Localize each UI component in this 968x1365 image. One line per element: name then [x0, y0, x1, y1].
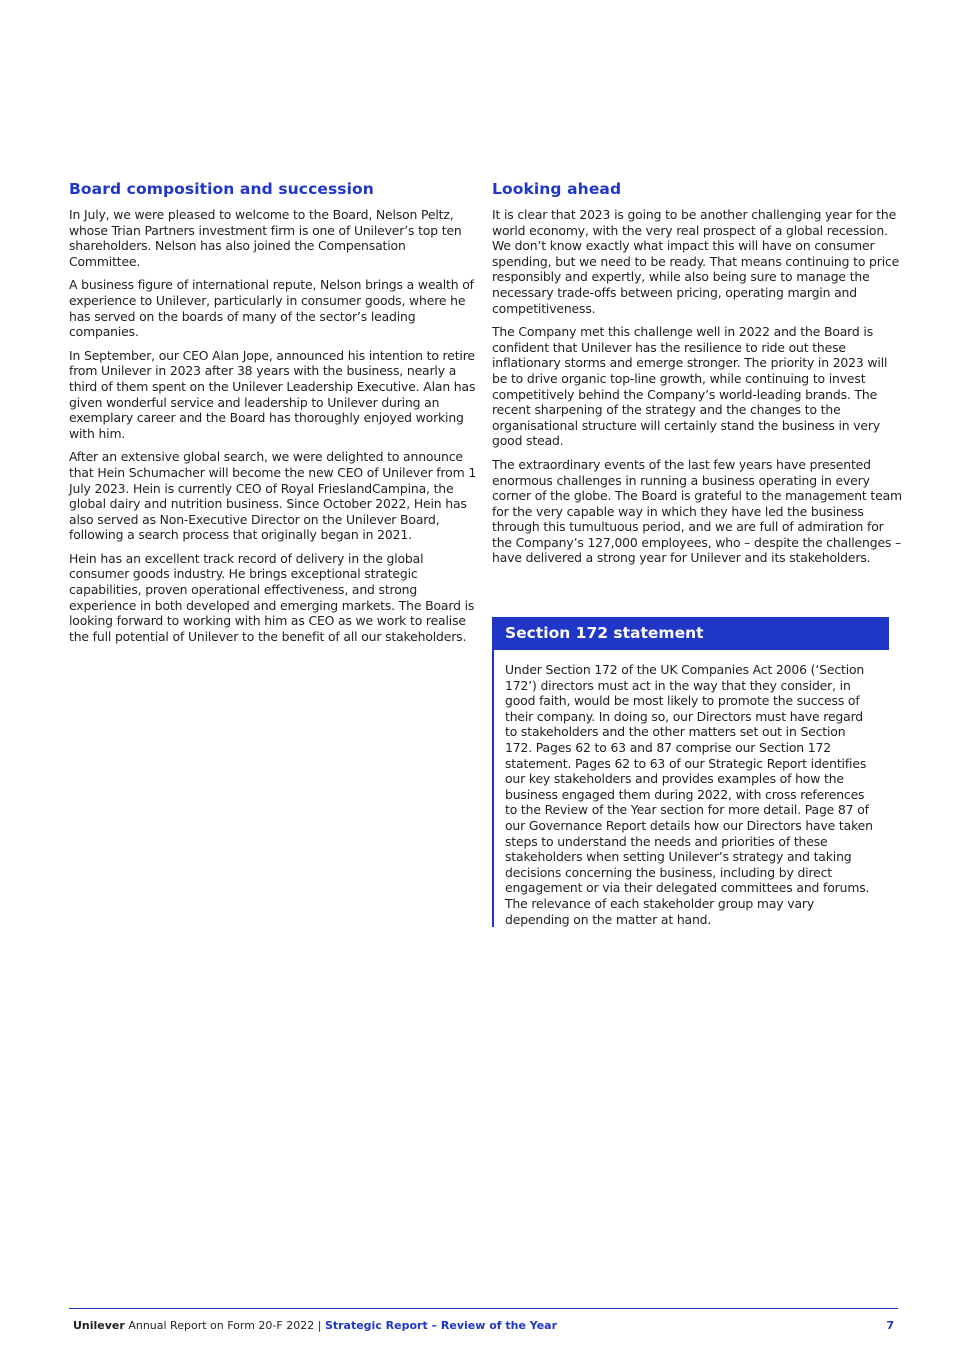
right-paragraph: The extraordinary events of the last few years have presented enormous challenges in running a business operating in every corner of the globe. The Board is grateful to the management team for the very capable way in which they have led the business through this tumultuous period, and we are full of admiration for the Company’s 127,000 employees, who – despite the challenges – have delivered a strong year for Unilever and its stakeholders.	[492, 456, 902, 566]
footer-doc-title: Annual Report on Form 20-F 2022	[128, 1319, 315, 1332]
right-paragraph: It is clear that 2023 is going to be another challenging year for the world economy, with the very real prospect of a global recession. We don’t know exactly what impact this will have on consumer spending, but we need to be ready. That means continuing to price responsibly and expertly, while also being sure to manage the necessary trade-offs between pricing, operating margin and competitiveness.	[492, 207, 900, 316]
looking-ahead-heading: Looking ahead	[492, 180, 622, 198]
right-column	[492, 180, 902, 574]
left-paragraph: After an extensive global search, we were delighted to announce that Hein Schumacher will become the new CEO of Unilever from 1 July 2023. Hein is currently CEO of Royal FrieslandCampina, the global dairy and nutrition business. Since October 2022, Hein has also served as Non-Executive Director on the Unilever Board, following a search process that originally began in 2021.	[69, 449, 477, 543]
right-paragraph: The Company met this challenge well in 2022 and the Board is confident that Unilever has the resilience to ride out these inflationary storms and emerge stronger. The priority in 2023 will be to drive organic top-line growth, while continuing to invest competitively behind the Company’s world-leading brands. The recent sharpening of the strategy and the changes to the organisational structure will certainly stand the business in very good stead.	[492, 324, 888, 449]
left-paragraph: A business figure of international repute, Nelson brings a wealth of experience to Unilever, particularly in consumer goods, where he has served on the boards of many of the sector’s leading companies.	[69, 277, 474, 340]
left-paragraph: In July, we were pleased to welcome to the Board, Nelson Peltz, whose Trian Partners investment firm is one of Unilever’s top ten shareholders. Nelson has also joined the Compensation Committee.	[69, 207, 462, 269]
footer-divider	[69, 1308, 898, 1309]
left-column	[69, 180, 479, 652]
section-172-body	[492, 650, 889, 927]
section-172-heading: Section 172 statement	[492, 617, 889, 650]
footer-brand: Unilever	[73, 1319, 125, 1332]
footer-section-link[interactable]: Strategic Report – Review of the Year	[324, 1319, 558, 1332]
left-paragraph: Hein has an excellent track record of delivery in the global consumer goods industry. He brings exceptional strategic capabilities, proven operational effectiveness, and strong experience in both developed and emerging markets. The Board is looking forward to working with him as CEO as we work to realise the full potential of Unilever to the benefit of all our stakeholders.	[69, 550, 475, 644]
left-paragraph: In September, our CEO Alan Jope, announced his intention to retire from Unilever in 2023 after 38 years with the business, nearly a third of them spent on the Unilever Leadership Executive. Alan has given wonderful service and leadership to Unilever during an exemplary career and the Board has thoroughly enjoyed working with him.	[69, 347, 476, 441]
section-172-text: Under Section 172 of the UK Companies Act 2006 (‘Section 172’) directors must act in the way that they consider, in good faith, would be most likely to promote the success of their company. In doing so, our Directors must have regard to stakeholders and the other matters set out in Section 172. Pages 62 to 63 and 87 comprise our Section 172 statement. Pages 62 to 63 of our Strategic Report identifies our key stakeholders and provides examples of how the business engaged them during 2022, with cross references to the Review of the Year section for more detail. Page 87 of our Governance Report details how our Directors have taken steps to understand the needs and priorities of these stakeholders when setting Unilever’s strategy and taking decisions concerning the business, including by direct engagement or via their delegated committees and forums. The relevance of each stakeholder group may vary depending on the matter at hand.	[505, 662, 873, 927]
board-composition-heading: Board composition and succession	[69, 180, 374, 198]
footer	[73, 1319, 894, 1332]
footer-separator: |	[317, 1319, 322, 1332]
page-number: 7	[886, 1319, 894, 1332]
footer-title	[73, 1319, 557, 1332]
section-172-box	[492, 617, 889, 927]
